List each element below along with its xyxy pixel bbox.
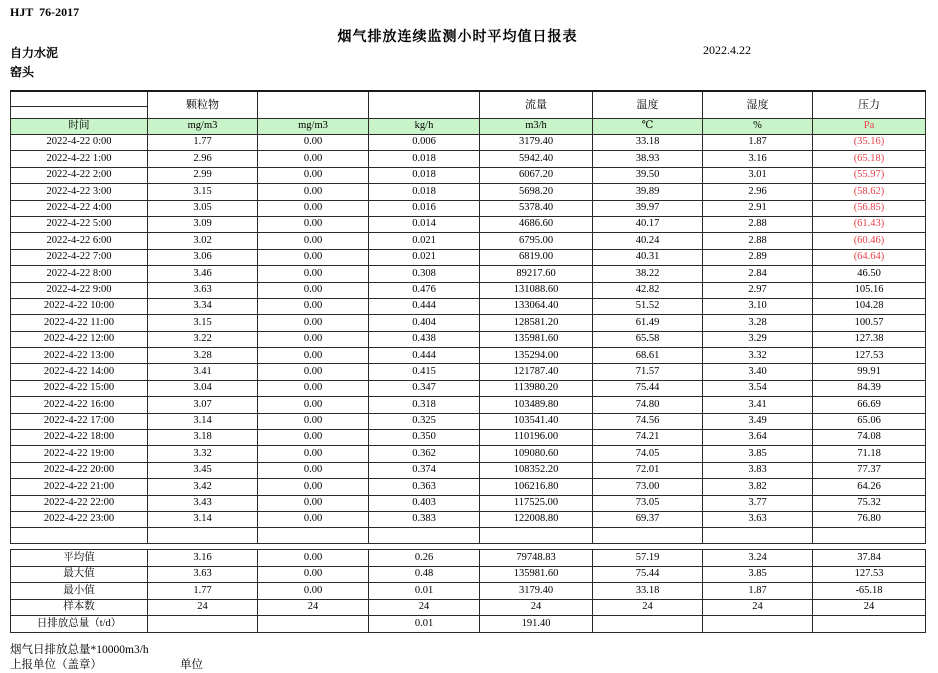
summary-value: 24 bbox=[813, 599, 926, 616]
table-row bbox=[11, 397, 926, 413]
value-cell: 0.350 bbox=[369, 430, 480, 446]
value-cell: 100.57 bbox=[813, 315, 926, 331]
table-row bbox=[11, 167, 926, 183]
value-cell: 3.34 bbox=[148, 298, 258, 314]
value-cell: 46.50 bbox=[813, 266, 926, 282]
table-row bbox=[11, 315, 926, 331]
summary-value: 37.84 bbox=[813, 550, 926, 567]
summary-value: 3.16 bbox=[148, 550, 258, 567]
group-header-row bbox=[11, 91, 926, 107]
value-cell: 0.00 bbox=[258, 151, 369, 167]
value-cell: 0.383 bbox=[369, 511, 480, 527]
value-cell: 127.38 bbox=[813, 331, 926, 347]
table-row bbox=[11, 511, 926, 527]
value-cell: 3.07 bbox=[148, 397, 258, 413]
summary-value: 3179.40 bbox=[480, 583, 593, 600]
summary-value: 3.24 bbox=[703, 550, 813, 567]
value-cell: 3.41 bbox=[148, 364, 258, 380]
value-cell: 0.00 bbox=[258, 184, 369, 200]
time-cell: 2022-4-22 0:00 bbox=[11, 135, 148, 151]
table-row bbox=[11, 462, 926, 478]
value-cell: 0.00 bbox=[258, 430, 369, 446]
footer-report-unit: 上报单位（盖章） bbox=[10, 659, 102, 671]
table-row bbox=[11, 200, 926, 216]
value-cell: 3.46 bbox=[148, 266, 258, 282]
value-cell: 69.37 bbox=[593, 511, 703, 527]
value-cell: 0.016 bbox=[369, 200, 480, 216]
unit-header-row bbox=[11, 119, 926, 135]
time-cell: 2022-4-22 3:00 bbox=[11, 184, 148, 200]
summary-value bbox=[148, 616, 258, 633]
value-cell: 3179.40 bbox=[480, 135, 593, 151]
table-row bbox=[11, 348, 926, 364]
time-cell: 2022-4-22 18:00 bbox=[11, 430, 148, 446]
value-cell: 0.444 bbox=[369, 298, 480, 314]
value-cell: 0.018 bbox=[369, 184, 480, 200]
value-cell: 68.61 bbox=[593, 348, 703, 364]
value-cell: 0.347 bbox=[369, 380, 480, 396]
value-cell: 40.24 bbox=[593, 233, 703, 249]
summary-value: 0.00 bbox=[258, 583, 369, 600]
table-summary-section bbox=[11, 528, 926, 633]
value-cell: 33.18 bbox=[593, 135, 703, 151]
value-cell: 3.29 bbox=[703, 331, 813, 347]
value-cell: 99.91 bbox=[813, 364, 926, 380]
unit-cell-mgm3: mg/m3 bbox=[148, 119, 258, 135]
value-cell: (58.62) bbox=[813, 184, 926, 200]
value-cell: 4686.60 bbox=[480, 216, 593, 232]
time-cell: 2022-4-22 12:00 bbox=[11, 331, 148, 347]
time-cell: 2022-4-22 23:00 bbox=[11, 511, 148, 527]
value-cell: 3.22 bbox=[148, 331, 258, 347]
summary-row bbox=[11, 616, 926, 633]
value-cell: 0.00 bbox=[258, 380, 369, 396]
time-cell: 2022-4-22 21:00 bbox=[11, 479, 148, 495]
value-cell: 74.08 bbox=[813, 430, 926, 446]
value-cell: 3.43 bbox=[148, 495, 258, 511]
value-cell: 2.88 bbox=[703, 216, 813, 232]
summary-value: 75.44 bbox=[593, 566, 703, 583]
table-row bbox=[11, 266, 926, 282]
value-cell: 3.09 bbox=[148, 216, 258, 232]
value-cell: (65.18) bbox=[813, 151, 926, 167]
value-cell: 113980.20 bbox=[480, 380, 593, 396]
time-cell: 2022-4-22 5:00 bbox=[11, 216, 148, 232]
time-cell: 2022-4-22 6:00 bbox=[11, 233, 148, 249]
value-cell: 6795.00 bbox=[480, 233, 593, 249]
value-cell: 3.18 bbox=[148, 430, 258, 446]
value-cell: 2.99 bbox=[148, 167, 258, 183]
table-row bbox=[11, 446, 926, 462]
summary-value bbox=[703, 616, 813, 633]
monitoring-point-name: 窑头 bbox=[10, 65, 35, 79]
table-header-section bbox=[11, 91, 926, 135]
summary-label: 日排放总量（t/d） bbox=[11, 616, 148, 633]
value-cell: 0.00 bbox=[258, 511, 369, 527]
value-cell: 0.308 bbox=[369, 266, 480, 282]
value-cell: 3.15 bbox=[148, 315, 258, 331]
value-cell: 64.26 bbox=[813, 479, 926, 495]
column-header-empty bbox=[258, 91, 369, 119]
value-cell: 0.00 bbox=[258, 495, 369, 511]
time-cell: 2022-4-22 2:00 bbox=[11, 167, 148, 183]
value-cell: 106216.80 bbox=[480, 479, 593, 495]
value-cell: (55.97) bbox=[813, 167, 926, 183]
value-cell: 0.00 bbox=[258, 233, 369, 249]
summary-value: 24 bbox=[258, 599, 369, 616]
value-cell: (64.64) bbox=[813, 249, 926, 265]
value-cell: (56.85) bbox=[813, 200, 926, 216]
value-cell: 109080.60 bbox=[480, 446, 593, 462]
column-header-particulate: 颗粒物 bbox=[148, 91, 258, 119]
time-cell: 2022-4-22 20:00 bbox=[11, 462, 148, 478]
value-cell: 3.54 bbox=[703, 380, 813, 396]
value-cell: 2.96 bbox=[703, 184, 813, 200]
table-row bbox=[11, 151, 926, 167]
value-cell: 73.05 bbox=[593, 495, 703, 511]
value-cell: 0.363 bbox=[369, 479, 480, 495]
value-cell: 6819.00 bbox=[480, 249, 593, 265]
column-header-empty bbox=[369, 91, 480, 119]
value-cell: 71.57 bbox=[593, 364, 703, 380]
value-cell: 3.04 bbox=[148, 380, 258, 396]
table-row bbox=[11, 216, 926, 232]
table-row bbox=[11, 364, 926, 380]
value-cell: 103489.80 bbox=[480, 397, 593, 413]
table-row bbox=[11, 135, 926, 151]
value-cell: 75.44 bbox=[593, 380, 703, 396]
summary-value: 1.87 bbox=[703, 583, 813, 600]
company-name: 自力水泥 bbox=[10, 46, 59, 60]
value-cell: 40.31 bbox=[593, 249, 703, 265]
value-cell: 75.32 bbox=[813, 495, 926, 511]
blank-row bbox=[11, 528, 926, 544]
value-cell: 65.58 bbox=[593, 331, 703, 347]
value-cell: 61.49 bbox=[593, 315, 703, 331]
value-cell: 0.438 bbox=[369, 331, 480, 347]
value-cell: 0.476 bbox=[369, 282, 480, 298]
value-cell: 0.00 bbox=[258, 479, 369, 495]
table-body-section bbox=[11, 135, 926, 528]
summary-value bbox=[258, 616, 369, 633]
summary-value: 191.40 bbox=[480, 616, 593, 633]
value-cell: 3.77 bbox=[703, 495, 813, 511]
value-cell: (35.16) bbox=[813, 135, 926, 151]
value-cell: 3.14 bbox=[148, 413, 258, 429]
value-cell: 0.444 bbox=[369, 348, 480, 364]
summary-value: 1.77 bbox=[148, 583, 258, 600]
time-cell: 2022-4-22 7:00 bbox=[11, 249, 148, 265]
value-cell: 0.00 bbox=[258, 348, 369, 364]
value-cell: 1.87 bbox=[703, 135, 813, 151]
header-cell-empty bbox=[11, 91, 148, 107]
summary-label: 最小值 bbox=[11, 583, 148, 600]
time-cell: 2022-4-22 13:00 bbox=[11, 348, 148, 364]
value-cell: 131088.60 bbox=[480, 282, 593, 298]
unit-cell-pa: Pa bbox=[813, 119, 926, 135]
value-cell: 5942.40 bbox=[480, 151, 593, 167]
value-cell: 135294.00 bbox=[480, 348, 593, 364]
value-cell: 2.88 bbox=[703, 233, 813, 249]
value-cell: 0.325 bbox=[369, 413, 480, 429]
report-date: 2022.4.22 bbox=[703, 43, 751, 57]
value-cell: 1.77 bbox=[148, 135, 258, 151]
value-cell: 104.28 bbox=[813, 298, 926, 314]
value-cell: 0.00 bbox=[258, 397, 369, 413]
standard-code: HJT 76-2017 bbox=[10, 5, 80, 19]
value-cell: 103541.40 bbox=[480, 413, 593, 429]
value-cell: 3.06 bbox=[148, 249, 258, 265]
summary-value: 79748.83 bbox=[480, 550, 593, 567]
value-cell: 3.40 bbox=[703, 364, 813, 380]
value-cell: 74.21 bbox=[593, 430, 703, 446]
value-cell: 0.318 bbox=[369, 397, 480, 413]
value-cell: 0.415 bbox=[369, 364, 480, 380]
value-cell: 3.64 bbox=[703, 430, 813, 446]
value-cell: 3.02 bbox=[148, 233, 258, 249]
value-cell: 3.14 bbox=[148, 511, 258, 527]
time-cell: 2022-4-22 15:00 bbox=[11, 380, 148, 396]
value-cell: 0.362 bbox=[369, 446, 480, 462]
value-cell: 127.53 bbox=[813, 348, 926, 364]
value-cell: 3.49 bbox=[703, 413, 813, 429]
value-cell: 71.18 bbox=[813, 446, 926, 462]
value-cell: 0.00 bbox=[258, 200, 369, 216]
value-cell: 0.00 bbox=[258, 298, 369, 314]
time-cell: 2022-4-22 16:00 bbox=[11, 397, 148, 413]
footer-note: 烟气日排放总量*10000m3/h bbox=[10, 644, 149, 656]
summary-row bbox=[11, 599, 926, 616]
summary-label: 平均值 bbox=[11, 550, 148, 567]
value-cell: 0.021 bbox=[369, 249, 480, 265]
value-cell: 117525.00 bbox=[480, 495, 593, 511]
summary-value: 24 bbox=[480, 599, 593, 616]
summary-value: 0.48 bbox=[369, 566, 480, 583]
column-header-temperature: 温度 bbox=[593, 91, 703, 119]
value-cell: 108352.20 bbox=[480, 462, 593, 478]
value-cell: 40.17 bbox=[593, 216, 703, 232]
value-cell: 39.50 bbox=[593, 167, 703, 183]
value-cell: 0.014 bbox=[369, 216, 480, 232]
value-cell: 0.006 bbox=[369, 135, 480, 151]
summary-value: 3.85 bbox=[703, 566, 813, 583]
column-header-pressure: 压力 bbox=[813, 91, 926, 119]
summary-value: 127.53 bbox=[813, 566, 926, 583]
summary-row bbox=[11, 566, 926, 583]
value-cell: 0.403 bbox=[369, 495, 480, 511]
value-cell: 3.16 bbox=[703, 151, 813, 167]
time-cell: 2022-4-22 8:00 bbox=[11, 266, 148, 282]
value-cell: 0.00 bbox=[258, 315, 369, 331]
value-cell: 65.06 bbox=[813, 413, 926, 429]
time-cell: 2022-4-22 4:00 bbox=[11, 200, 148, 216]
value-cell: 3.05 bbox=[148, 200, 258, 216]
unit-cell-kgh: kg/h bbox=[369, 119, 480, 135]
value-cell: 3.28 bbox=[148, 348, 258, 364]
value-cell: 84.39 bbox=[813, 380, 926, 396]
value-cell: 3.63 bbox=[703, 511, 813, 527]
value-cell: 135981.60 bbox=[480, 331, 593, 347]
value-cell: (61.43) bbox=[813, 216, 926, 232]
value-cell: (60.46) bbox=[813, 233, 926, 249]
value-cell: 121787.40 bbox=[480, 364, 593, 380]
value-cell: 42.82 bbox=[593, 282, 703, 298]
summary-value: 33.18 bbox=[593, 583, 703, 600]
value-cell: 51.52 bbox=[593, 298, 703, 314]
value-cell: 3.28 bbox=[703, 315, 813, 331]
value-cell: 3.63 bbox=[148, 282, 258, 298]
footer-unit-label: 单位 bbox=[180, 659, 203, 671]
value-cell: 133064.40 bbox=[480, 298, 593, 314]
value-cell: 128581.20 bbox=[480, 315, 593, 331]
summary-value: 24 bbox=[593, 599, 703, 616]
value-cell: 3.15 bbox=[148, 184, 258, 200]
value-cell: 0.00 bbox=[258, 249, 369, 265]
value-cell: 3.41 bbox=[703, 397, 813, 413]
unit-cell-mgm3: mg/m3 bbox=[258, 119, 369, 135]
table-row bbox=[11, 282, 926, 298]
summary-value: 24 bbox=[703, 599, 813, 616]
value-cell: 0.00 bbox=[258, 364, 369, 380]
value-cell: 2.91 bbox=[703, 200, 813, 216]
value-cell: 3.82 bbox=[703, 479, 813, 495]
value-cell: 66.69 bbox=[813, 397, 926, 413]
value-cell: 3.10 bbox=[703, 298, 813, 314]
value-cell: 3.32 bbox=[703, 348, 813, 364]
value-cell: 6067.20 bbox=[480, 167, 593, 183]
time-cell: 2022-4-22 17:00 bbox=[11, 413, 148, 429]
column-header-humidity: 湿度 bbox=[703, 91, 813, 119]
value-cell: 77.37 bbox=[813, 462, 926, 478]
summary-value bbox=[593, 616, 703, 633]
time-cell: 2022-4-22 11:00 bbox=[11, 315, 148, 331]
value-cell: 72.01 bbox=[593, 462, 703, 478]
column-header-time: 时间 bbox=[11, 119, 148, 135]
summary-row bbox=[11, 550, 926, 567]
time-cell: 2022-4-22 22:00 bbox=[11, 495, 148, 511]
value-cell: 74.80 bbox=[593, 397, 703, 413]
summary-value: 135981.60 bbox=[480, 566, 593, 583]
value-cell: 0.00 bbox=[258, 167, 369, 183]
value-cell: 5698.20 bbox=[480, 184, 593, 200]
value-cell: 2.84 bbox=[703, 266, 813, 282]
table-row bbox=[11, 331, 926, 347]
value-cell: 0.018 bbox=[369, 167, 480, 183]
value-cell: 0.00 bbox=[258, 266, 369, 282]
summary-value: 24 bbox=[369, 599, 480, 616]
value-cell: 0.021 bbox=[369, 233, 480, 249]
table-row bbox=[11, 380, 926, 396]
summary-row bbox=[11, 583, 926, 600]
value-cell: 73.00 bbox=[593, 479, 703, 495]
summary-value: 24 bbox=[148, 599, 258, 616]
value-cell: 2.89 bbox=[703, 249, 813, 265]
summary-value: 0.00 bbox=[258, 550, 369, 567]
table-row bbox=[11, 495, 926, 511]
value-cell: 5378.40 bbox=[480, 200, 593, 216]
value-cell: 76.80 bbox=[813, 511, 926, 527]
summary-label: 样本数 bbox=[11, 599, 148, 616]
value-cell: 3.32 bbox=[148, 446, 258, 462]
summary-value: 0.00 bbox=[258, 566, 369, 583]
summary-value: -65.18 bbox=[813, 583, 926, 600]
value-cell: 89217.60 bbox=[480, 266, 593, 282]
table-row bbox=[11, 479, 926, 495]
value-cell: 0.00 bbox=[258, 216, 369, 232]
value-cell: 122008.80 bbox=[480, 511, 593, 527]
table-row bbox=[11, 298, 926, 314]
value-cell: 38.22 bbox=[593, 266, 703, 282]
value-cell: 105.16 bbox=[813, 282, 926, 298]
table-row bbox=[11, 413, 926, 429]
value-cell: 3.01 bbox=[703, 167, 813, 183]
summary-value: 57.19 bbox=[593, 550, 703, 567]
time-cell: 2022-4-22 1:00 bbox=[11, 151, 148, 167]
value-cell: 3.83 bbox=[703, 462, 813, 478]
unit-cell-m3h: m3/h bbox=[480, 119, 593, 135]
summary-value: 0.01 bbox=[369, 616, 480, 633]
value-cell: 0.00 bbox=[258, 413, 369, 429]
table-row bbox=[11, 249, 926, 265]
value-cell: 3.85 bbox=[703, 446, 813, 462]
value-cell: 74.56 bbox=[593, 413, 703, 429]
table-row bbox=[11, 430, 926, 446]
value-cell: 0.00 bbox=[258, 282, 369, 298]
time-cell: 2022-4-22 14:00 bbox=[11, 364, 148, 380]
report-table bbox=[10, 90, 926, 633]
time-cell: 2022-4-22 19:00 bbox=[11, 446, 148, 462]
value-cell: 3.45 bbox=[148, 462, 258, 478]
value-cell: 0.018 bbox=[369, 151, 480, 167]
unit-cell-celsius: ℃ bbox=[593, 119, 703, 135]
value-cell: 2.96 bbox=[148, 151, 258, 167]
value-cell: 0.00 bbox=[258, 462, 369, 478]
value-cell: 3.42 bbox=[148, 479, 258, 495]
unit-cell-percent: % bbox=[703, 119, 813, 135]
value-cell: 0.00 bbox=[258, 135, 369, 151]
page-title: 烟气排放连续监测小时平均值日报表 bbox=[337, 30, 578, 45]
summary-label: 最大值 bbox=[11, 566, 148, 583]
value-cell: 39.97 bbox=[593, 200, 703, 216]
value-cell: 0.374 bbox=[369, 462, 480, 478]
time-cell: 2022-4-22 9:00 bbox=[11, 282, 148, 298]
time-cell: 2022-4-22 10:00 bbox=[11, 298, 148, 314]
header-cell-empty bbox=[11, 107, 148, 119]
value-cell: 0.404 bbox=[369, 315, 480, 331]
summary-value bbox=[813, 616, 926, 633]
column-header-flow: 流量 bbox=[480, 91, 593, 119]
value-cell: 38.93 bbox=[593, 151, 703, 167]
summary-value: 3.63 bbox=[148, 566, 258, 583]
value-cell: 2.97 bbox=[703, 282, 813, 298]
table-row bbox=[11, 233, 926, 249]
value-cell: 110196.00 bbox=[480, 430, 593, 446]
summary-value: 0.01 bbox=[369, 583, 480, 600]
value-cell: 39.89 bbox=[593, 184, 703, 200]
value-cell: 0.00 bbox=[258, 331, 369, 347]
summary-value: 0.26 bbox=[369, 550, 480, 567]
value-cell: 74.05 bbox=[593, 446, 703, 462]
table-row bbox=[11, 184, 926, 200]
value-cell: 0.00 bbox=[258, 446, 369, 462]
